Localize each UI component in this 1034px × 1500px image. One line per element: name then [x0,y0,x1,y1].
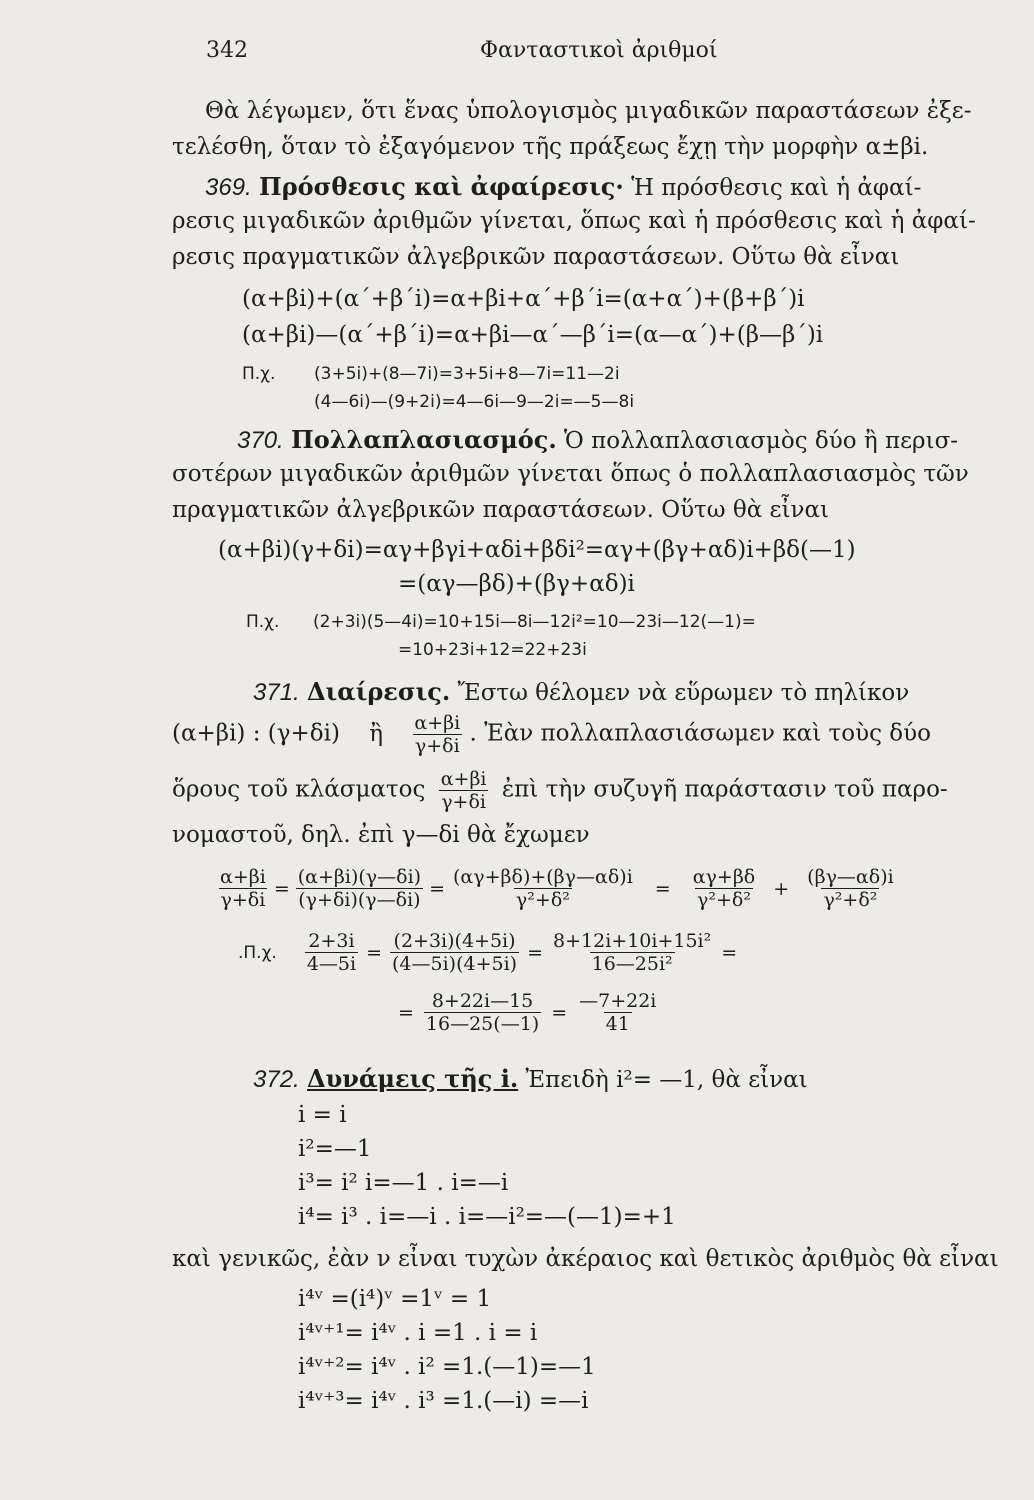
section-370-line-2: σοτέρων μιγαδικῶν ἀριθμῶν γίνεται ὅπως ὁ πολλαπλασιασμὸς τῶν [172,461,969,487]
fraction-denominator: γ+δi [414,735,460,757]
equals-sign: = [429,877,445,900]
running-title: Φανταστικοὶ ἀριθμοί [480,38,718,63]
section-371-line-3-text: ἐπὶ τὴν συζυγῆ παράστασιν τοῦ παρο- [501,776,948,803]
example-frac-2-num: (2+3i)(4+5i) [393,930,516,952]
quotient-fraction [412,712,462,757]
section-371-line-2-text: . Ἐὰν πολλαπλασιάσωμεν καὶ τοὺς δύο [469,720,931,747]
identity-frac-4-den: γ²+δ² [697,889,751,911]
or-word: ἢ [369,720,384,747]
identity-frac-5-num: (βγ—αδ)i [807,866,894,888]
plus-sign: + [773,877,790,900]
division-identity [218,866,896,911]
example-frac-5 [577,990,658,1035]
section-369-line-3: ρεσις πραγματικῶν ἀλγεβρικῶν παραστάσεων. Οὕτω θὰ εἶναι [172,244,900,270]
general-power-4: i⁴ᵛ⁺³= i⁴ᵛ . i³ =1.(—i) =—i [298,1388,589,1414]
example-frac-1-num: 2+3i [308,930,355,952]
identity-frac-5 [805,866,896,911]
section-369-line-2: ρεσις μιγαδικῶν ἀριθμῶν γίνεται, ὅπως καὶ ἡ πρόσθεσις καὶ ἡ ἀφαί- [172,208,976,234]
example-frac-1-den: 4—5i [306,953,357,975]
example-frac-1 [305,930,358,975]
section-371-text: Ἔστω θέλομεν νὰ εὕρωμεν τὸ πηλίκον [457,680,910,706]
intro-line-2: τελέσθη, ὅταν τὸ ἐξαγόμενον τῆς πράξεως ἔχῃ τὴν μορφὴν α±βi. [172,134,929,160]
equals-sign: = [273,877,290,900]
example-frac-2-den: (4—5i)(4+5i) [392,953,518,975]
identity-frac-1-num: α+βi [220,866,266,888]
example-frac-4 [424,990,541,1035]
power-line-3: i³= i² i=—1 . i=—i [298,1170,509,1196]
identity-frac-3 [451,866,635,911]
power-line-4: i⁴= i³ . i=—i . i=—i²=—(—1)=+1 [298,1204,676,1230]
section-369-formula-2: (α+βi)—(α΄+β΄i)=α+βi—α΄—β΄i=(α—α΄)+(β—β΄)i [242,322,824,348]
identity-frac-2 [296,866,423,911]
intro-line-1: Θὰ λέγωμεν, ὅτι ἕνας ὑπολογισμὸς μιγαδικῶν παραστάσεων ἐξε- [205,98,972,124]
section-370-example-label: Π.χ. [246,612,280,632]
section-370-example-1: (2+3i)(5—4i)=10+15i—8i—12i²=10—23i—12(—1)= [313,612,756,632]
section-369-number: 369. [205,174,252,201]
section-369-text: Ἡ πρόσθεσις καὶ ἡ ἀφαί- [631,175,922,201]
section-371-heading [253,677,909,707]
section-371-line-2 [172,712,931,757]
section-369-heading [205,172,921,202]
section-372-heading [253,1064,808,1094]
power-line-1: i = i [298,1102,347,1128]
identity-frac-3-num: (αγ+βδ)+(βγ—αδ)i [453,866,633,888]
general-power-3: i⁴ᵛ⁺²= i⁴ᵛ . i² =1.(—1)=—1 [298,1354,596,1380]
general-statement: καὶ γενικῶς, ἐὰν ν εἶναι τυχὼν ἀκέραιος καὶ θετικὸς ἀριθμὸς θὰ εἶναι [172,1246,999,1272]
fraction-numerator: α+βi [414,712,461,734]
identity-frac-4-num: αγ+βδ [692,866,756,888]
section-369-formula-1: (α+βi)+(α΄+β΄i)=α+βi+α΄+β΄i=(α+α΄)+(β+β΄)i [242,286,805,312]
example-frac-4-den: 16—25(—1) [425,1013,540,1035]
fraction-repeat-denominator: γ+δi [441,791,486,813]
section-370-title: Πολλαπλασιασμός. [291,425,557,454]
example-frac-5-num: —7+22i [579,990,657,1012]
fraction-repeat-numerator: α+βi [440,768,487,790]
division-example-label: .Π.χ. [238,942,277,963]
section-370-formula-1: (α+βi)(γ+δi)=αγ+βγi+αδi+βδi²=αγ+(βγ+αδ)i+βδ(—1) [218,537,856,563]
section-372-title: Δυνάμεις τῆς i. [307,1064,519,1093]
general-power-1: i⁴ᵛ =(i⁴)ᵛ =1ᵛ = 1 [298,1286,492,1312]
equals-sign: = [366,941,383,964]
division-example-2 [398,990,658,1035]
page-number: 342 [206,38,248,63]
example-frac-3-den: 16—25i² [591,953,673,975]
equals-sign: = [398,1001,414,1024]
division-expression: (α+βi) : (γ+δi) [172,720,340,747]
identity-frac-4 [691,866,758,911]
division-example-1 [238,930,737,975]
section-370-heading [237,425,958,455]
section-369-example-2: (4—6i)—(9+2i)=4—6i—9—2i=—5—8i [314,392,635,412]
power-line-2: i²=—1 [298,1136,372,1162]
equals-sign: = [551,1001,568,1024]
section-371-number: 371. [253,679,300,706]
identity-frac-2-num: (α+βi)(γ—δi) [297,866,422,888]
equals-sign: = [721,941,738,964]
example-frac-5-den: 41 [605,1013,630,1035]
section-370-number: 370. [237,427,284,454]
section-369-example-1: (3+5i)+(8—7i)=3+5i+8—7i=11—2i [314,364,620,384]
equals-sign: = [527,941,544,964]
section-370-text: Ὁ πολλαπλασιασμὸς δύο ἢ περισ- [564,428,959,454]
identity-frac-5-den: γ²+δ² [823,889,878,911]
section-371-title: Διαίρεσις. [307,677,451,706]
identity-frac-2-den: (γ+δi)(γ—δi) [298,889,421,911]
identity-frac-3-den: γ²+δ² [515,889,570,911]
section-371-line-3 [172,768,948,813]
example-frac-2 [390,930,519,975]
example-frac-4-num: 8+22i—15 [431,990,534,1012]
example-frac-3 [551,930,713,975]
section-369-example-label: Π.χ. [242,364,276,384]
general-power-2: i⁴ᵛ⁺¹= i⁴ᵛ . i =1 . i = i [298,1320,538,1346]
section-371-line-3-start: ὅρους τοῦ κλάσματος [172,776,426,803]
section-372-text: Ἐπειδὴ i²= —1, θὰ εἶναι [525,1067,808,1093]
identity-frac-1 [218,866,268,911]
fraction-repeat [439,768,489,813]
section-370-formula-2: =(αγ—βδ)+(βγ+αδ)i [398,571,635,597]
section-371-line-4: νομαστοῦ, δηλ. ἐπὶ γ—δi θὰ ἔχωμεν [172,822,590,848]
section-370-example-2: =10+23i+12=22+23i [398,640,587,660]
identity-frac-1-den: γ+δi [220,889,266,911]
section-369-title: Πρόσθεσις καὶ ἀφαίρεσις· [259,172,624,201]
example-frac-3-num: 8+12i+10i+15i² [553,930,712,952]
section-370-line-3: πραγματικῶν ἀλγεβρικῶν παραστάσεων. Οὕτω θὰ εἶναι [172,497,830,523]
section-372-number: 372. [253,1066,300,1093]
equals-sign: = [654,877,671,900]
